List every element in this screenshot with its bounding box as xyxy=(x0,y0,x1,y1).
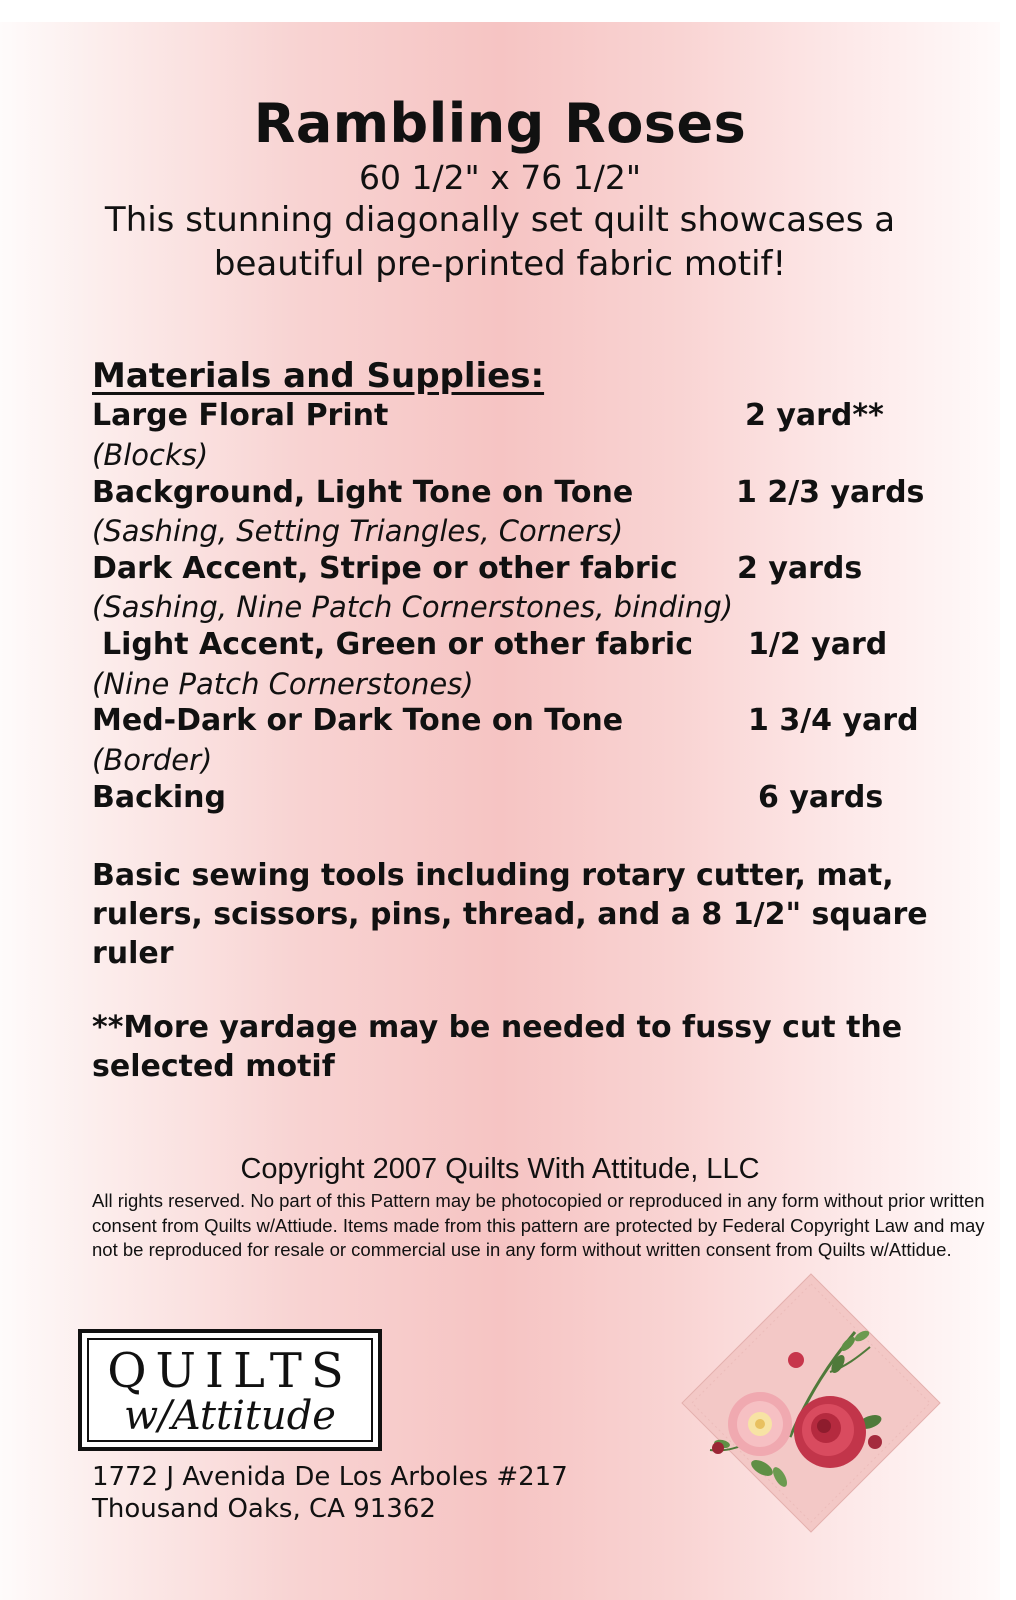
material-qty: 1 2/3 yards xyxy=(736,475,925,510)
material-name: Light Accent, Green or other fabric xyxy=(102,627,693,662)
material-name: Backing xyxy=(92,780,226,815)
material-note: (Sashing, Nine Patch Cornerstones, binding) xyxy=(92,590,734,624)
material-name: Large Floral Print xyxy=(92,398,389,433)
logo-text-top: QUILTS xyxy=(107,1343,353,1399)
material-note: (Blocks) xyxy=(92,438,209,472)
copyright-line: Copyright 2007 Quilts With Attitude, LLC xyxy=(240,1153,760,1185)
material-name: Background, Light Tone on Tone xyxy=(92,475,634,510)
material-note: (Nine Patch Cornerstones) xyxy=(92,667,474,701)
pattern-card xyxy=(0,22,1000,1600)
logo-text-bottom: w/Attitude xyxy=(124,1393,336,1439)
material-qty: 2 yard** xyxy=(745,398,884,433)
quilt-size: 60 1/2" x 76 1/2" xyxy=(358,158,642,197)
rights-notice: All rights reserved. No part of this Pattern may be photocopied or reproduced in any form without prior written consent from Quilts w/Attiude. Items made from this pattern are protected by Federal Copyright Law and may not be reproduced for resale or commercial use in any form without written consent from Quilts w/Attidue. xyxy=(92,1190,985,1260)
material-note: (Sashing, Setting Triangles, Corners) xyxy=(92,514,624,548)
materials-heading: Materials and Supplies: xyxy=(92,356,545,396)
material-name: Dark Accent, Stripe or other fabric xyxy=(92,551,678,586)
address-line-1: 1772 J Avenida De Los Arboles #217 xyxy=(92,1462,568,1492)
yardage-note: **More yardage may be needed to fussy cut the selected motif xyxy=(92,1010,903,1084)
material-qty: 2 yards xyxy=(737,551,863,586)
pattern-title: Rambling Roses xyxy=(253,92,747,155)
material-qty: 6 yards xyxy=(758,780,884,815)
material-qty: 1/2 yard xyxy=(748,627,888,662)
material-qty: 1 3/4 yard xyxy=(748,703,919,738)
tools-paragraph: Basic sewing tools including rotary cutter, mat, rulers, scissors, pins, thread, and a 8 1/2" square ruler xyxy=(92,858,928,971)
quilts-with-attitude-logo xyxy=(78,1329,382,1451)
material-name: Med-Dark or Dark Tone on Tone xyxy=(92,703,624,738)
rose-motif-diamond xyxy=(680,1272,942,1534)
tagline-line-2: beautiful pre-printed fabric motif! xyxy=(213,244,787,284)
tagline-line-1: This stunning diagonally set quilt showcases a xyxy=(104,200,896,240)
material-note: (Border) xyxy=(92,743,213,777)
address-line-2: Thousand Oaks, CA 91362 xyxy=(92,1494,436,1524)
